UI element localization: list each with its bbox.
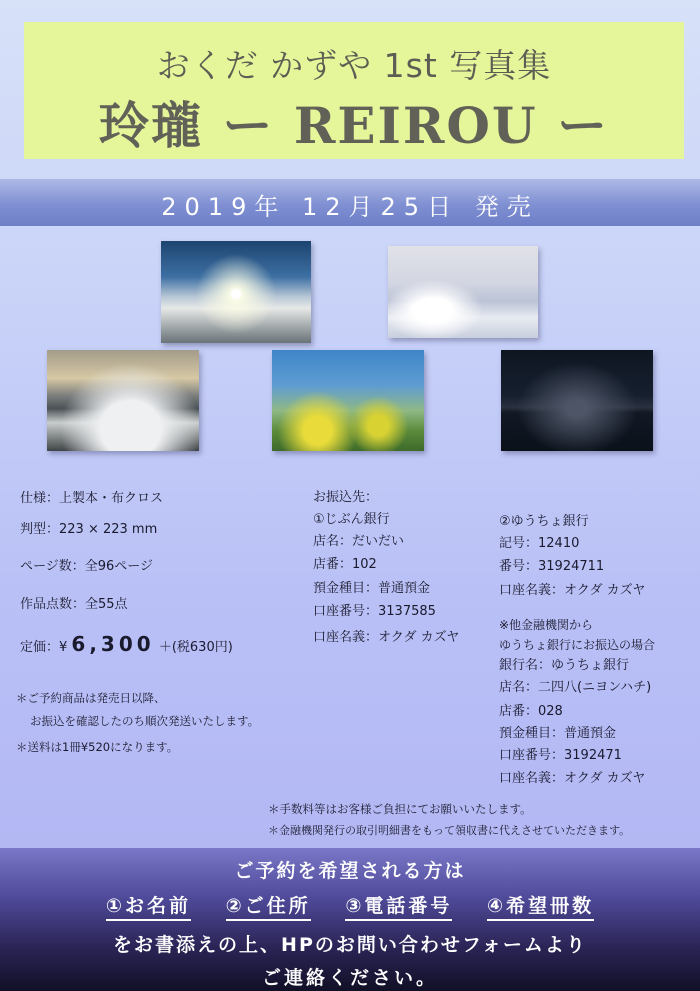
price-prefix: 定価：¥ xyxy=(20,640,68,655)
other-branch-name: 店名：二四八(ニヨンハチ) xyxy=(499,680,652,695)
photo-mt-fuji-sea-of-clouds xyxy=(47,350,199,451)
bank1-holder: 口座名義：オクダ カズヤ xyxy=(313,630,460,645)
other-note-2: ゆうちょ銀行にお振込の場合 xyxy=(499,638,656,652)
bank2-number: 番号：31924711 xyxy=(499,559,605,574)
photo-snowy-river xyxy=(388,246,538,338)
photo-carp-streamers-rapeseed xyxy=(272,350,424,451)
bank1-account-type: 預金種目：普通預金 xyxy=(313,581,431,596)
bank1-branch-no: 店番：102 xyxy=(313,557,377,572)
other-note-1: ※他金融機関から xyxy=(499,618,594,632)
price-tax: ＋(税630円) xyxy=(158,640,233,655)
spec-pages: ページ数：全96ページ xyxy=(20,559,154,574)
book-subtitle: おくだ かずや 1st 写真集 xyxy=(156,46,552,85)
book-title: 玲瓏 ー REIROU ー xyxy=(99,96,609,155)
other-bank-name: 銀行名：ゆうちょ銀行 xyxy=(499,658,630,673)
required-item-address: ②ご住所 xyxy=(226,891,311,921)
bank1-account-no: 口座番号：3137585 xyxy=(313,604,436,619)
photo-night-lake-stars xyxy=(501,350,653,451)
bank1-branch-name: 店名：だいだい xyxy=(313,534,405,549)
bank2-symbol: 記号：12410 xyxy=(499,536,580,551)
title-banner xyxy=(24,22,684,159)
required-item-name: ①お名前 xyxy=(106,891,191,921)
price-value: 6,300 xyxy=(71,632,155,656)
spec-size: 判型：223 × 223 mm xyxy=(20,522,158,537)
photo-sunrise-over-clouds xyxy=(161,241,311,343)
footer-line1: ご予約を希望される方は xyxy=(234,860,466,882)
spec-works: 作品点数：全55点 xyxy=(20,597,128,612)
footer-line3: をお書添えの上、HPのお問い合わせフォームより xyxy=(113,934,587,956)
note-reservation-2: お振込を確認したのち順次発送いたします。 xyxy=(30,714,260,728)
note-fee: ＊手数料等はお客様ご負担にてお願いいたします。 xyxy=(268,802,532,816)
reservation-footer xyxy=(0,848,700,991)
bank2-holder: 口座名義：オクダ カズヤ xyxy=(499,583,646,598)
transfer-heading: お振込先： xyxy=(313,490,379,505)
other-account-type: 預金種目：普通預金 xyxy=(499,726,617,741)
required-item-phone: ③電話番号 xyxy=(345,891,452,921)
required-item-quantity: ④希望冊数 xyxy=(487,891,594,921)
price xyxy=(20,632,233,656)
footer-line4: ご連絡ください。 xyxy=(261,967,438,989)
release-date-band xyxy=(0,179,700,226)
other-branch-no: 店番：028 xyxy=(499,704,563,719)
note-reservation-1: ＊ご予約商品は発売日以降、 xyxy=(16,691,166,705)
note-receipt: ＊金融機関発行の取引明細書をもって領収書に代えさせていただきます。 xyxy=(268,824,631,837)
other-account-no: 口座番号：3192471 xyxy=(499,748,622,763)
release-date: 2019年 12月25日 発売 xyxy=(161,193,539,221)
other-holder: 口座名義：オクダ カズヤ xyxy=(499,771,646,786)
footer-required-items xyxy=(0,891,700,921)
bank1-name: ①じぶん銀行 xyxy=(313,512,390,527)
spec-binding: 仕様：上製本・布クロス xyxy=(20,491,164,506)
bank2-name: ②ゆうちょ銀行 xyxy=(499,514,589,529)
note-shipping: ＊送料は1冊¥520になります。 xyxy=(16,740,179,754)
